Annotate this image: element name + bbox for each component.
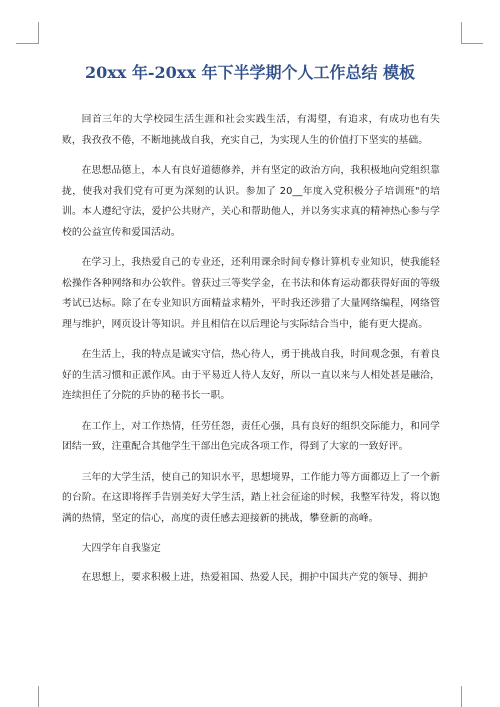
paragraph-ideology: 在思想品德上，本人有良好道德修养，并有坚定的政治方向，我积极地向党组织靠拢，使我对我们党有可更为深刻的认识。参加了 20__年度入党积极分子培训班"的培训。本人遵纪守法，爱护公共财产，关心和帮助他人，并以务实求真的精神热心参与学校的公益宣传和爱国活动。 — [62, 165, 440, 238]
paragraph-senior-ideology: 在思想上，要求积极上进，热爱祖国、热爱人民，拥护中国共产党的领导、拥护 — [81, 571, 428, 583]
paragraph-intro: 回首三年的大学校园生活生涯和社会实践生活，有渴望，有追求，有成功也有失败，我孜孜不倦，不断地挑战自我，充实自己，为实现人生的价值打下坚实的基础。 — [62, 114, 440, 146]
section-heading: 大四学年自我鉴定 — [81, 543, 161, 554]
document-title: 20xx 年-20xx 年下半学期个人工作总结 模板 — [84, 63, 416, 82]
crop-mark-top-right-horizontal — [461, 43, 483, 44]
crop-mark-bottom-right-vertical — [461, 686, 462, 707]
paragraph-life: 在生活上，我的特点是诚实守信，热心待人，勇于挑战自我，时间观念强，有着良好的生活习惯和正派作风。由于平易近人待人友好，所以一直以来与人相处甚是融洽，连续担任了分院的乒协的秘书长一职。 — [62, 349, 440, 401]
crop-mark-top-left-horizontal — [16, 43, 38, 44]
crop-mark-bottom-left-vertical — [38, 686, 39, 707]
paragraph-study: 在学习上，我热爱自己的专业还，还利用课余时间专修计算机专业知识，使我能轻松操作各种网络和办公软件。曾获过三等奖学金，在书法和体育运动都获得好面的等级考试已达标。除了在专业知识方面精益求精外，平时我还涉猎了大量网络编程，网络管理与维护，网页设计等知识。并且相信在以后理论与实际结合当中，能有更大提高。 — [62, 257, 440, 330]
paragraph-work: 在工作上，对工作热情，任劳任怨，责任心强，具有良好的组织交际能力，和同学团结一致，注重配合其他学生干部出色完成各项工作，得到了大家的一致好评。 — [62, 420, 440, 452]
document-body — [62, 110, 440, 598]
crop-mark-top-right-vertical — [461, 22, 462, 44]
paragraph-conclusion: 三年的大学生活，使自己的知识水平，思想境界，工作能力等方面都迈上了一个新的台阶。在这即将挥手告别美好大学生活，踏上社会征途的时候，我整军待发，将以饱满的热情，坚定的信心，高度的责任感去迎接新的挑战，攀登新的高峰。 — [62, 471, 440, 524]
crop-mark-top-left-vertical — [38, 22, 39, 44]
